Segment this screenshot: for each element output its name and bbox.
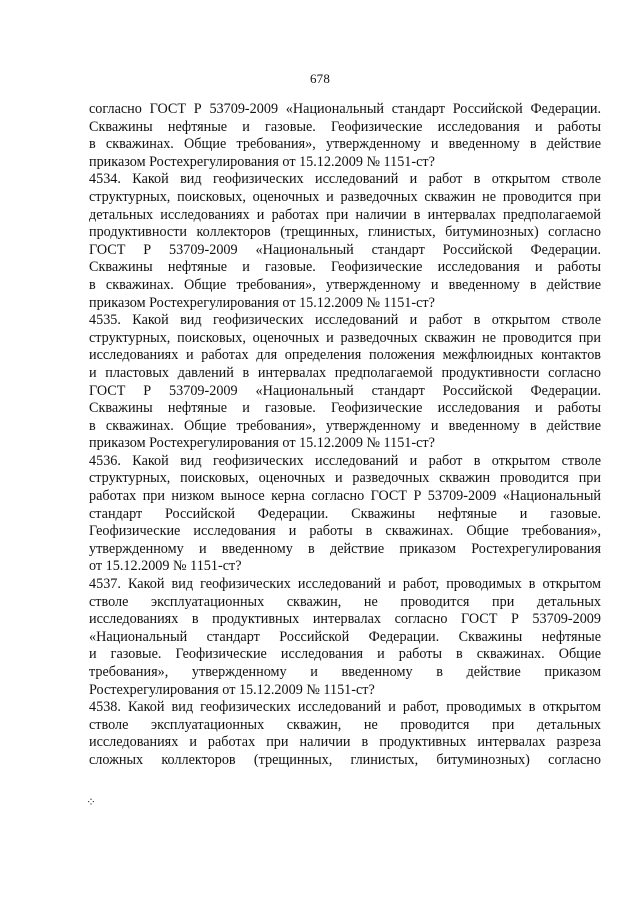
scan-artifact-mark: ⁘ — [86, 795, 96, 809]
text-line: сложных коллекторов (трещинных, глинистых, битуминозных) согласно — [89, 751, 601, 768]
text-line: исследованиях и работах для определения положения межфлюидных контактов — [89, 347, 601, 364]
text-line: стволе эксплуатационных скважин, не проводится при детальных — [89, 716, 601, 733]
text-line: Ростехрегулирования от 15.12.2009 № 1151-ст? — [89, 681, 375, 698]
text-line: структурных, поисковых, оценочных и разведочных скважин проводится при — [89, 470, 601, 487]
text-line: ГОСТ Р 53709-2009 «Национальный стандарт Российской Федерации. — [89, 241, 601, 258]
page-number: 678 — [309, 71, 331, 86]
text-line: требования», утвержденному и введенному в действие приказом — [89, 664, 601, 680]
text-line: в скважинах. Общие требования», утвержденному и введенному в действие — [89, 136, 601, 153]
text-line: 4536. Какой вид геофизических исследований и работ в открытом стволе — [89, 452, 601, 469]
text-line: Геофизические исследования и работы в скважинах. Общие требования», — [89, 523, 601, 540]
text-line: Скважины нефтяные и газовые. Геофизические исследования и работы — [89, 259, 601, 276]
text-line: «Национальный стандарт Российской Федерации. Скважины нефтяные — [89, 628, 601, 645]
text-line: исследованиях в продуктивных интервалах согласно ГОСТ Р 53709-2009 — [89, 611, 601, 628]
text-line: приказом Ростехрегулирования от 15.12.2009 № 1151-ст? — [89, 294, 435, 311]
text-line: 4538. Какой вид геофизических исследований и работ, проводимых в открытом — [89, 699, 601, 716]
text-line: Скважины нефтяные и газовые. Геофизические исследования и работы — [89, 400, 601, 417]
text-line: структурных, поисковых, оценочных и разведочных скважин не проводится при — [89, 188, 601, 205]
document-text — [89, 101, 601, 770]
text-line: работах при низком выносе керна согласно ГОСТ Р 53709-2009 «Национальный — [89, 488, 601, 505]
text-line: структурных, поисковых, оценочных и разведочных скважин не проводится при — [89, 329, 601, 346]
text-line: стандарт Российской Федерации. Скважины нефтяные и газовые. — [89, 505, 601, 522]
text-line: в скважинах. Общие требования», утвержденному и введенному в действие — [89, 417, 601, 434]
text-line: продуктивности коллекторов (трещинных, глинистых, битуминозных) согласно — [89, 224, 601, 241]
text-line: ГОСТ Р 53709-2009 «Национальный стандарт Российской Федерации. — [89, 382, 601, 399]
text-line: в скважинах. Общие требования», утвержденному и введенному в действие — [89, 276, 601, 293]
text-line: согласно ГОСТ Р 53709-2009 «Национальный стандарт Российской Федерации. — [89, 101, 601, 117]
text-line: 4537. Какой вид геофизических исследований и работ, проводимых в открытом — [89, 576, 601, 593]
text-line: и пластовых давлений в интервалах предполагаемой продуктивности согласно — [89, 364, 601, 381]
text-line: Скважины нефтяные и газовые. Геофизические исследования и работы — [89, 118, 601, 135]
text-line: 4535. Какой вид геофизических исследований и работ в открытом стволе — [89, 312, 601, 329]
text-line: 4534. Какой вид геофизических исследований и работ в открытом стволе — [89, 171, 601, 188]
text-line: от 15.12.2009 № 1151-ст? — [89, 558, 242, 575]
text-line: и газовые. Геофизические исследования и работы в скважинах. Общие — [89, 646, 601, 663]
text-line: детальных исследованиях и работах при наличии в интервалах предполагаемой — [89, 206, 601, 223]
text-line: исследованиях и работах при наличии в продуктивных интервалах разреза — [89, 734, 601, 751]
text-line: утвержденному и введенному в действие приказом Ростехрегулирования — [89, 540, 601, 557]
text-line: стволе эксплуатационных скважин, не проводится при детальных — [89, 593, 601, 610]
text-line: приказом Ростехрегулирования от 15.12.2009 № 1151-ст? — [89, 435, 435, 452]
text-line: приказом Ростехрегулирования от 15.12.2009 № 1151-ст? — [89, 153, 435, 170]
